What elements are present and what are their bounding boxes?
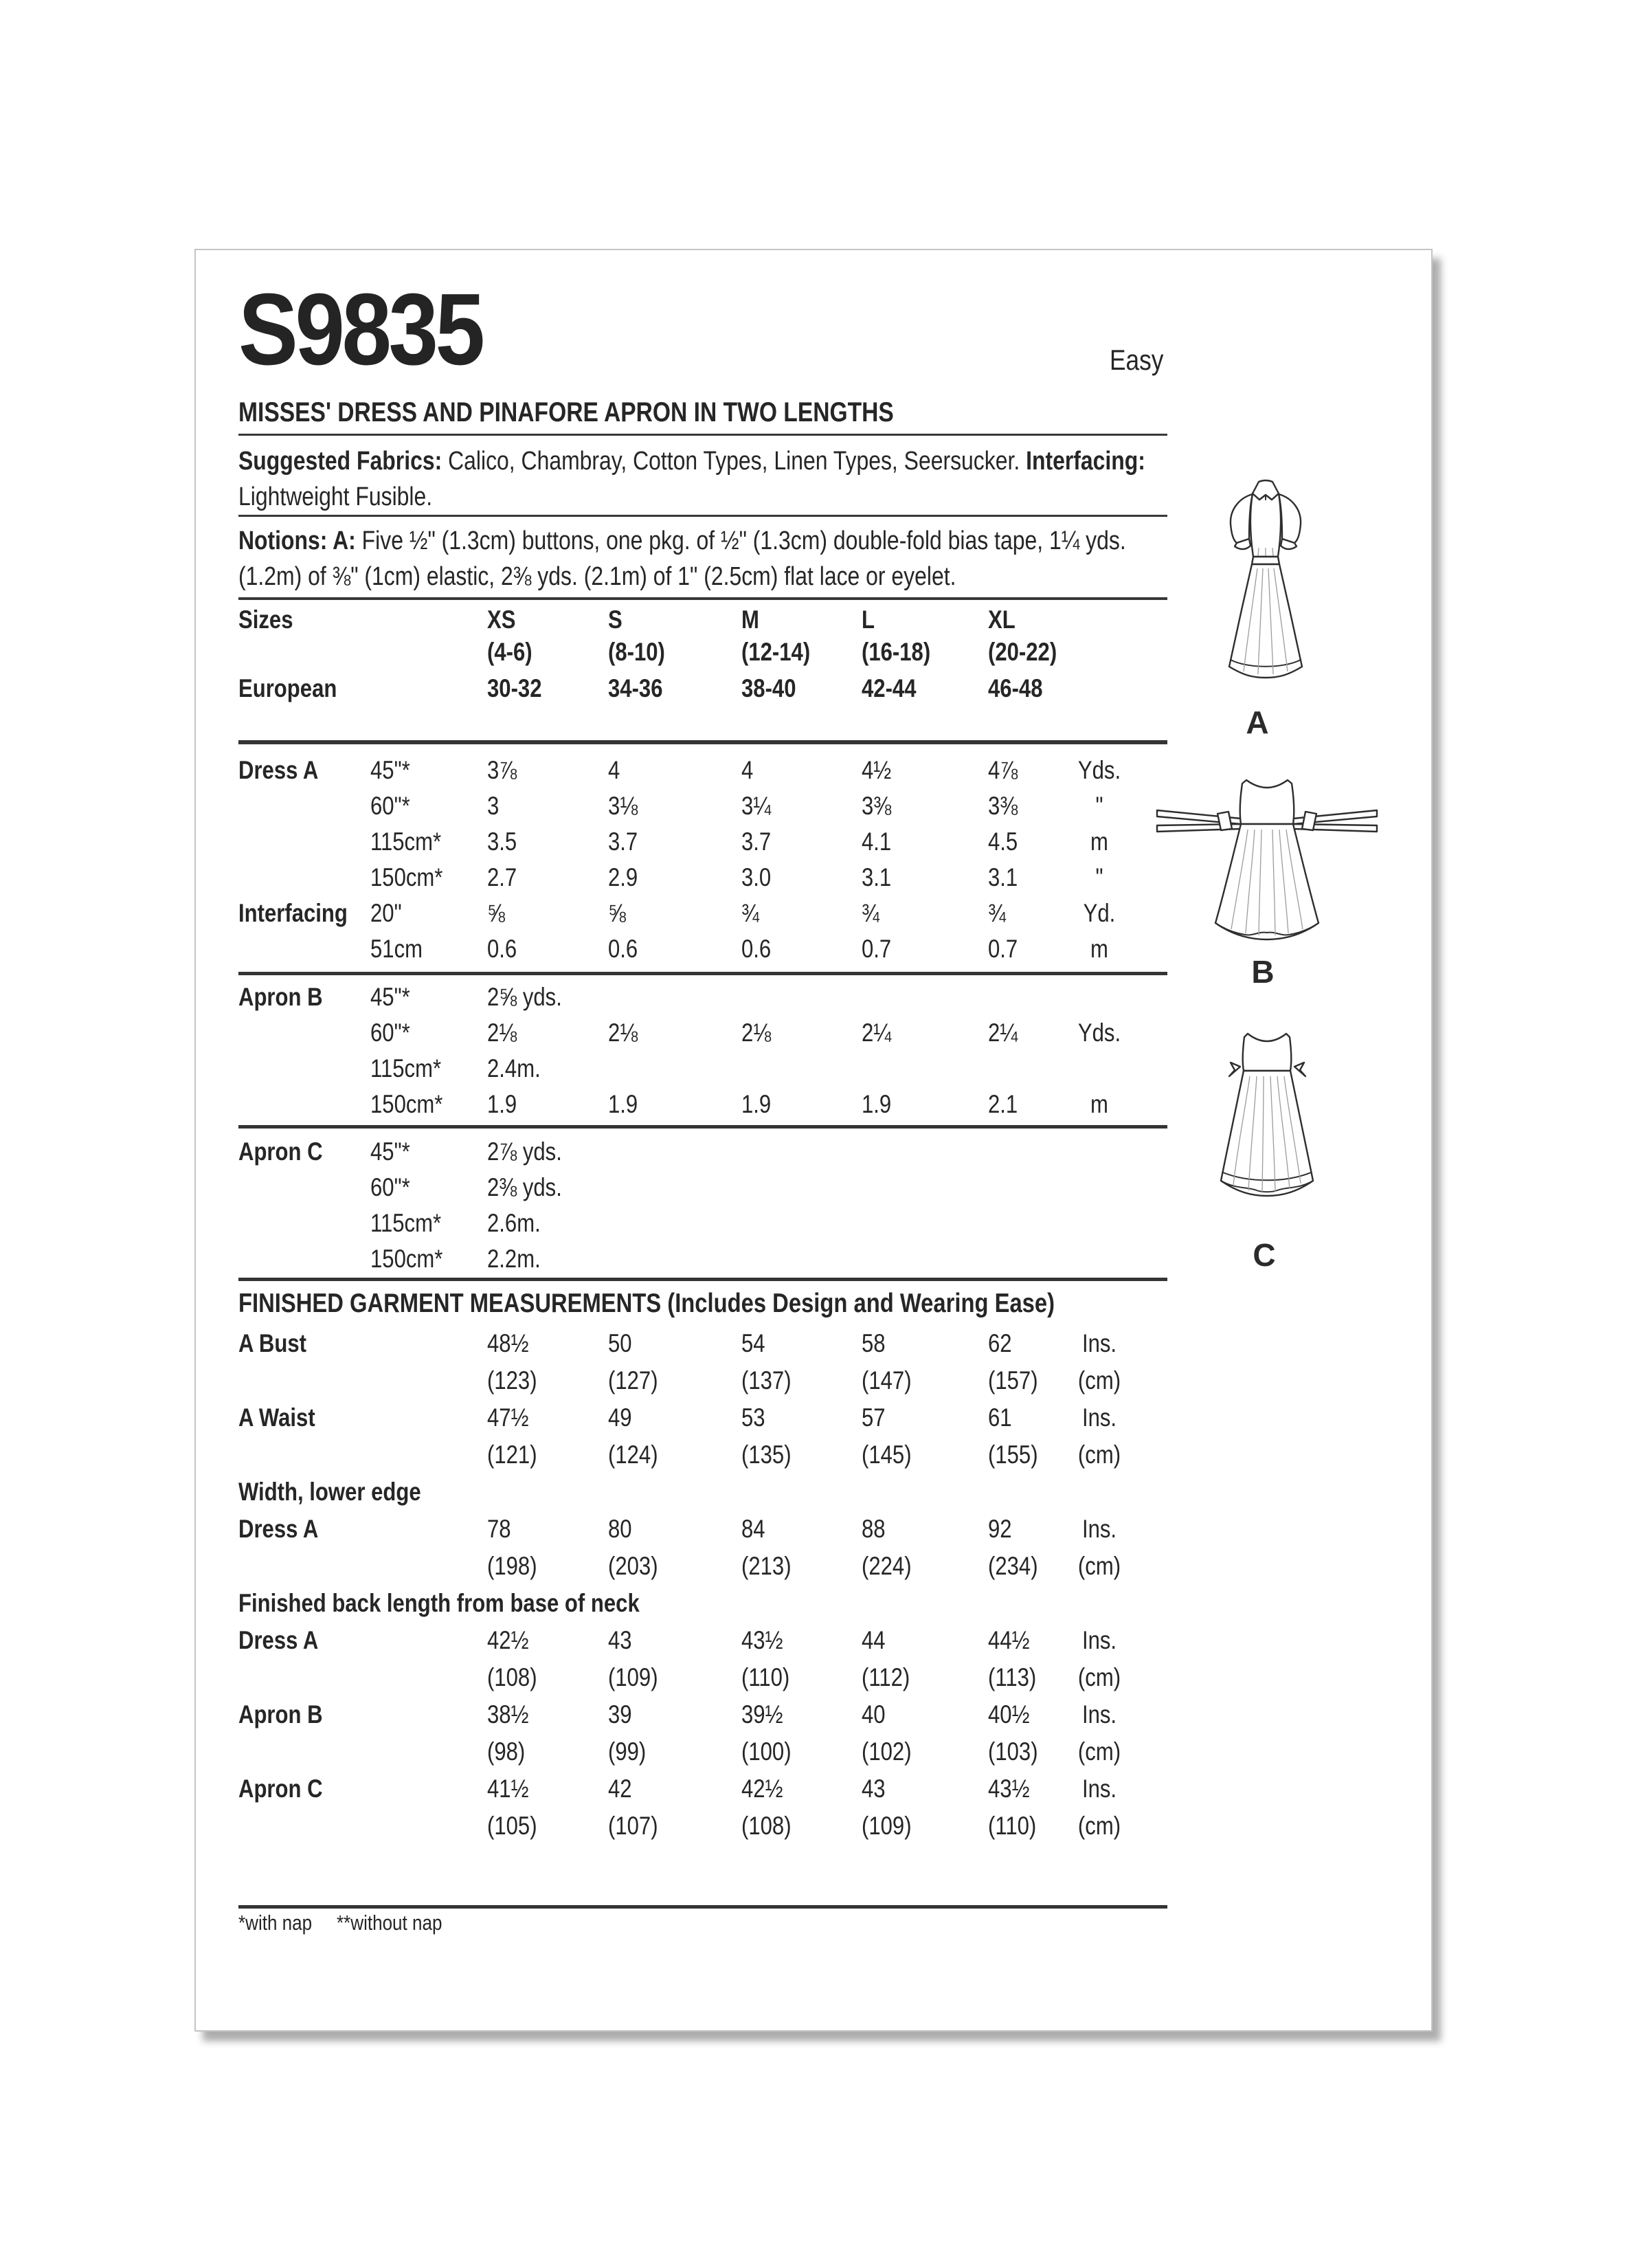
yardage-unit: ": [1095, 792, 1103, 820]
pattern-number: S9835: [238, 273, 482, 386]
measurement-value: 42½: [487, 1626, 529, 1654]
yardage-value: 2.4m.: [487, 1054, 541, 1082]
yardage-value: 4⅞: [988, 756, 1018, 784]
footnote-with-nap: *with nap: [238, 1911, 313, 1935]
suggested-fabrics-line: [238, 447, 1145, 476]
yardage-value: 3.7: [741, 827, 772, 856]
apron-c-illustration: [1200, 1027, 1334, 1218]
yardage-value: 2¼: [862, 1019, 892, 1047]
interfacing-label: Interfacing:: [1026, 447, 1145, 476]
measurement-value: (137): [741, 1366, 792, 1394]
measurement-unit: (cm): [1077, 1552, 1121, 1580]
measurement-value: 88: [862, 1515, 886, 1543]
size-name: XS: [487, 605, 516, 634]
garment-title: MISSES' DRESS AND PINAFORE APRON IN TWO LENGTHS: [238, 397, 894, 427]
yardage-value: ¾: [741, 899, 759, 927]
yardage-value: 3.7: [608, 827, 638, 856]
divider: [238, 597, 1167, 600]
measurement-value: (102): [862, 1737, 912, 1766]
yardage-value: 0.7: [862, 935, 892, 963]
measurement-value: (99): [608, 1737, 647, 1766]
measurement-unit: (cm): [1077, 1366, 1121, 1394]
fabric-width: 60"*: [370, 1173, 410, 1201]
envelope-back-page: [194, 249, 1433, 2032]
yardage-value: 2⅛: [487, 1019, 517, 1047]
yardage-unit: m: [1090, 1090, 1108, 1118]
fabric-width: 51cm: [370, 935, 423, 963]
yardage-value: 2.1: [988, 1090, 1018, 1118]
size-name: S: [608, 605, 622, 634]
yardage-value: 0.6: [741, 935, 772, 963]
measurement-value: 49: [608, 1403, 632, 1432]
footnote-without-nap: **without nap: [337, 1911, 442, 1935]
yardage-value: 4.1: [862, 827, 892, 856]
yardage-value: 3.1: [988, 863, 1018, 891]
yardage-unit: Yds.: [1077, 1019, 1121, 1047]
measurement-value: (135): [741, 1441, 792, 1469]
view-b-label: B: [1251, 954, 1275, 990]
fabric-width: 115cm*: [370, 827, 442, 856]
measurement-value: 40: [862, 1700, 886, 1728]
size-european: 42-44: [862, 674, 917, 702]
yardage-value: 3.5: [487, 827, 517, 856]
measurement-value: 80: [608, 1515, 632, 1543]
measurement-value: 43: [608, 1626, 632, 1654]
yardage-unit: ": [1095, 863, 1103, 891]
measurement-value: 44: [862, 1626, 886, 1654]
notions-line-2: (1.2m) of ⅜" (1cm) elastic, 2⅜ yds. (2.1m) of 1" (2.5cm) flat lace or eyelet.: [238, 562, 956, 591]
yardage-value: 2.7: [487, 863, 517, 891]
yardage-value: 2.9: [608, 863, 638, 891]
measurement-value: (110): [988, 1812, 1037, 1840]
yardage-value: 2⅝ yds.: [487, 983, 562, 1011]
yardage-value: 3⅜: [988, 792, 1018, 820]
divider: [238, 1905, 1167, 1909]
divider: [238, 434, 1167, 436]
measurement-value: 40½: [988, 1700, 1030, 1728]
measurement-value: (157): [988, 1366, 1038, 1394]
view-a-label: A: [1246, 704, 1269, 740]
measurement-label: A Waist: [238, 1403, 315, 1432]
table-divider: [238, 1125, 1167, 1129]
yardage-value: 4½: [862, 756, 892, 784]
yardage-value: 1.9: [741, 1090, 772, 1118]
measurement-value: (105): [487, 1812, 537, 1840]
measurement-label: Width, lower edge: [238, 1478, 421, 1506]
yardage-value: 3⅞: [487, 756, 517, 784]
difficulty-badge: Easy: [1110, 344, 1164, 376]
measurement-value: (127): [608, 1366, 658, 1394]
measurement-unit: Ins.: [1081, 1775, 1117, 1803]
measurement-value: (108): [487, 1663, 537, 1691]
measurement-unit: (cm): [1077, 1441, 1121, 1469]
yardage-unit: m: [1090, 935, 1108, 963]
yardage-row-label: Dress A: [238, 756, 319, 784]
apron-b-illustration: [1150, 775, 1384, 946]
measurement-value: (198): [487, 1552, 537, 1580]
measurement-value: (155): [988, 1441, 1038, 1469]
yardage-value: 1.9: [487, 1090, 517, 1118]
size-range: (8-10): [608, 638, 665, 666]
measurement-label: Finished back length from base of neck: [238, 1589, 640, 1617]
size-range: (12-14): [741, 638, 811, 666]
measurement-unit: Ins.: [1081, 1700, 1117, 1728]
yardage-value: 3: [487, 792, 500, 820]
measurement-value: 43½: [988, 1775, 1030, 1803]
measurement-unit: (cm): [1077, 1737, 1121, 1766]
yardage-value: 4: [608, 756, 620, 784]
yardage-value: 3.1: [862, 863, 892, 891]
measurement-value: 54: [741, 1329, 765, 1357]
measurement-value: 39½: [741, 1700, 783, 1728]
measurement-label: A Bust: [238, 1329, 307, 1357]
measurement-value: 58: [862, 1329, 886, 1357]
size-european: 34-36: [608, 674, 663, 702]
measurement-value: 44½: [988, 1626, 1030, 1654]
yardage-value: 2¼: [988, 1019, 1018, 1047]
measurement-value: 43½: [741, 1626, 783, 1654]
measurement-unit: Ins.: [1081, 1329, 1117, 1357]
measurement-value: (147): [862, 1366, 912, 1394]
size-range: (20-22): [988, 638, 1057, 666]
measurement-value: 48½: [487, 1329, 529, 1357]
yardage-value: ¾: [988, 899, 1006, 927]
yardage-row-label: Apron B: [238, 983, 323, 1011]
yardage-value: 2.6m.: [487, 1209, 541, 1237]
table-divider: [238, 972, 1167, 975]
measurement-value: (107): [608, 1812, 658, 1840]
measurement-value: 38½: [487, 1700, 529, 1728]
measurement-value: (121): [487, 1441, 537, 1469]
sizes-label: Sizes: [238, 605, 293, 634]
measurement-value: (234): [988, 1552, 1038, 1580]
measurement-unit: (cm): [1077, 1812, 1121, 1840]
suggested-fabrics-label: Suggested Fabrics:: [238, 447, 442, 476]
measurement-value: (123): [487, 1366, 537, 1394]
yardage-value: 3⅛: [608, 792, 638, 820]
measurement-value: 50: [608, 1329, 632, 1357]
size-name: L: [862, 605, 875, 634]
notions-line-1: [238, 526, 1126, 556]
dress-a-illustration: [1209, 479, 1323, 687]
fabric-width: 150cm*: [370, 1245, 443, 1273]
measurement-value: (108): [741, 1812, 792, 1840]
size-name: M: [741, 605, 759, 634]
measurement-value: 61: [988, 1403, 1012, 1432]
divider: [238, 515, 1167, 517]
measurement-value: 39: [608, 1700, 632, 1728]
measurement-label: Apron B: [238, 1700, 323, 1728]
measurement-value: 78: [487, 1515, 511, 1543]
fabric-width: 115cm*: [370, 1054, 442, 1082]
yardage-value: 1.9: [862, 1090, 892, 1118]
yardage-value: 3⅜: [862, 792, 892, 820]
fabric-width: 150cm*: [370, 1090, 443, 1118]
measurement-value: 42: [608, 1775, 632, 1803]
measurement-value: 43: [862, 1775, 886, 1803]
yardage-unit: m: [1090, 827, 1108, 856]
sizes-european-label: European: [238, 674, 337, 702]
yardage-row-label: Interfacing: [238, 899, 348, 927]
measurement-value: (224): [862, 1552, 912, 1580]
fabric-width: 45"*: [370, 1137, 410, 1166]
suggested-fabrics-text: Calico, Chambray, Cotton Types, Linen Types, Seersucker.: [442, 447, 1027, 476]
interfacing-text: Lightweight Fusible.: [238, 482, 433, 511]
yardage-value: 3.0: [741, 863, 772, 891]
measurement-value: 42½: [741, 1775, 783, 1803]
yardage-row-label: Apron C: [238, 1137, 323, 1166]
yardage-value: 4: [741, 756, 754, 784]
yardage-value: 2⅛: [741, 1019, 772, 1047]
yardage-value: 2⅞ yds.: [487, 1137, 562, 1166]
measurement-value: 41½: [487, 1775, 529, 1803]
yardage-value: 0.6: [487, 935, 517, 963]
measurement-value: (109): [608, 1663, 658, 1691]
measurement-value: (109): [862, 1812, 912, 1840]
measurement-unit: Ins.: [1081, 1626, 1117, 1654]
measurement-value: 62: [988, 1329, 1012, 1357]
measurement-unit: Ins.: [1081, 1403, 1117, 1432]
yardage-value: 0.6: [608, 935, 638, 963]
yardage-value: ⅝: [487, 899, 505, 927]
measurement-value: (110): [741, 1663, 790, 1691]
yardage-value: 1.9: [608, 1090, 638, 1118]
yardage-value: 2⅜ yds.: [487, 1173, 562, 1201]
yardage-value: ¾: [862, 899, 879, 927]
size-range: (16-18): [862, 638, 931, 666]
yardage-value: 3¼: [741, 792, 772, 820]
measurement-value: 47½: [487, 1403, 529, 1432]
yardage-value: 0.7: [988, 935, 1018, 963]
size-european: 30-32: [487, 674, 542, 702]
measurement-value: 84: [741, 1515, 765, 1543]
size-european: 38-40: [741, 674, 796, 702]
size-name: XL: [988, 605, 1016, 634]
measurement-value: (113): [988, 1663, 1037, 1691]
measurement-value: (112): [862, 1663, 910, 1691]
measurements-heading: FINISHED GARMENT MEASUREMENTS (Includes Design and Wearing Ease): [238, 1289, 1055, 1318]
yardage-value: 2⅛: [608, 1019, 638, 1047]
fabric-width: 45"*: [370, 756, 410, 784]
measurement-value: (98): [487, 1737, 526, 1766]
table-divider: [238, 740, 1167, 744]
table-divider: [238, 1278, 1167, 1281]
fabric-width: 115cm*: [370, 1209, 442, 1237]
yardage-unit: Yd.: [1083, 899, 1116, 927]
notions-label: Notions: A:: [238, 526, 356, 555]
yardage-value: 2.2m.: [487, 1245, 541, 1273]
measurement-value: (145): [862, 1441, 912, 1469]
measurement-value: 53: [741, 1403, 765, 1432]
measurement-value: (213): [741, 1552, 792, 1580]
measurement-unit: (cm): [1077, 1663, 1121, 1691]
notions-text-1: Five ½" (1.3cm) buttons, one pkg. of ½" (1.3cm) double-fold bias tape, 1¼ yds.: [355, 526, 1126, 555]
yardage-value: 4.5: [988, 827, 1018, 856]
measurement-label: Dress A: [238, 1515, 319, 1543]
measurement-value: 57: [862, 1403, 886, 1432]
yardage-unit: Yds.: [1077, 756, 1121, 784]
measurement-value: (103): [988, 1737, 1038, 1766]
measurement-value: 92: [988, 1515, 1012, 1543]
fabric-width: 60"*: [370, 1019, 410, 1047]
fabric-width: 45"*: [370, 983, 410, 1011]
measurement-value: (100): [741, 1737, 792, 1766]
fabric-width: 150cm*: [370, 863, 443, 891]
measurement-value: (203): [608, 1552, 658, 1580]
fabric-width: 20": [370, 899, 402, 927]
measurement-value: (124): [608, 1441, 658, 1469]
size-european: 46-48: [988, 674, 1043, 702]
measurement-label: Apron C: [238, 1775, 323, 1803]
view-c-label: C: [1253, 1237, 1276, 1273]
measurement-label: Dress A: [238, 1626, 319, 1654]
yardage-value: ⅝: [608, 899, 626, 927]
size-range: (4-6): [487, 638, 532, 666]
measurement-unit: Ins.: [1081, 1515, 1117, 1543]
fabric-width: 60"*: [370, 792, 410, 820]
